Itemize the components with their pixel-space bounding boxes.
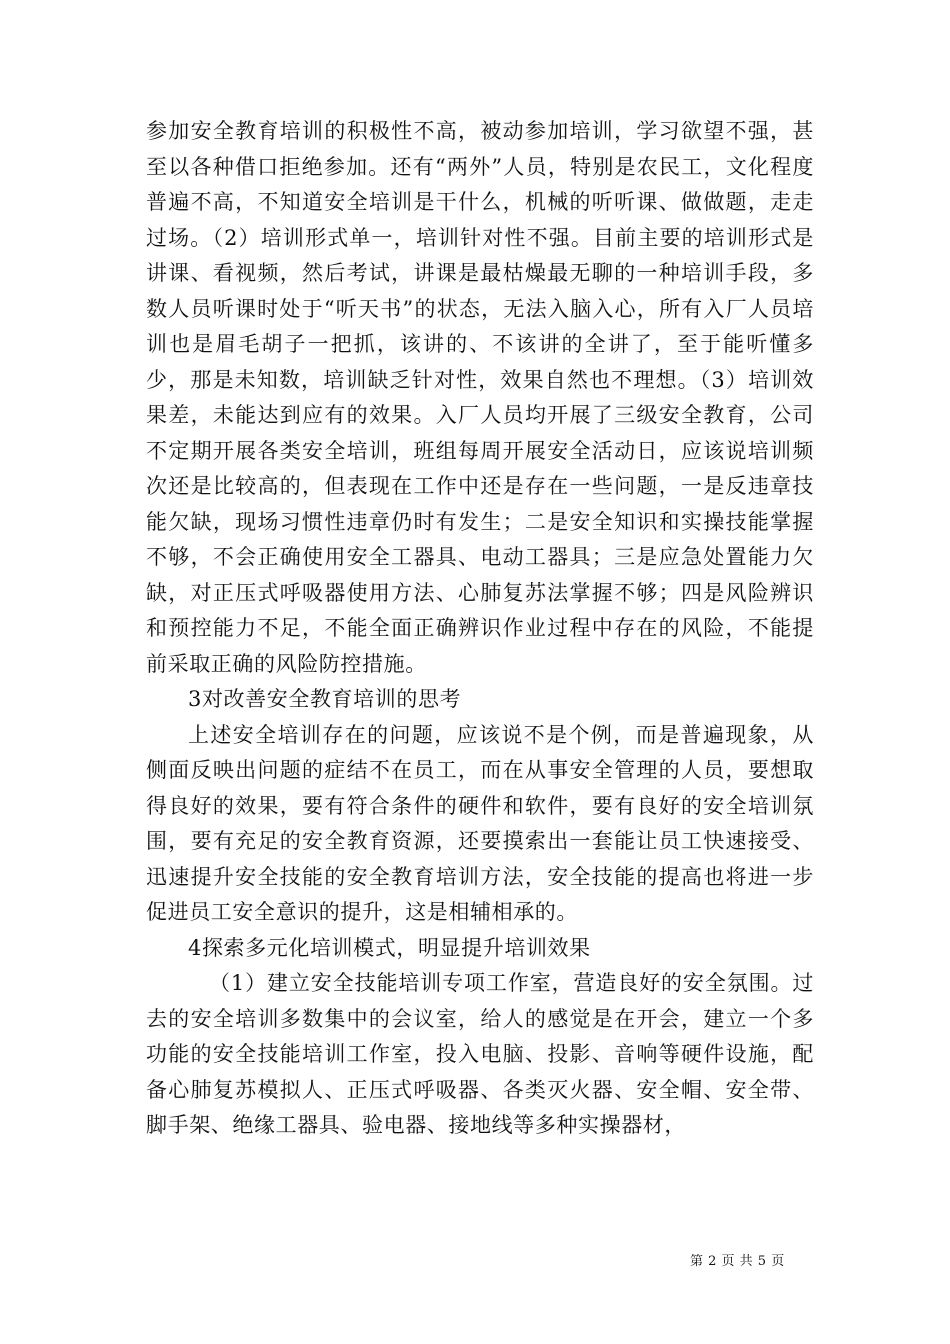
document-body xyxy=(146,114,814,1144)
paragraph-training-problems: 参加安全教育培训的积极性不高，被动参加培训，学习欲望不强，甚至以各种借口拒绝参加。还有“两外”人员，特别是农民工，文化程度普遍不高，不知道安全培训是干什么，机械的听听课、做做题，走走过场。（2）培训形式单一，培训针对性不强。目前主要的培训形式是讲课、看视频，然后考试，讲课是最枯燥最无聊的一种培训手段，多数人员听课时处于“听天书”的状态，无法入脑入心，所有入厂人员培训也是眉毛胡子一把抓，该讲的、不该讲的全讲了，至于能听懂多少，那是未知数，培训缺乏针对性，效果自然也不理想。（3）培训效果差，未能达到应有的效果。入厂人员均开展了三级安全教育，公司不定期开展各类安全培训，班组每周开展安全活动日，应该说培训频次还是比较高的，但表现在工作中还是存在一些问题，一是反违章技能欠缺，现场习惯性违章仍时有发生；二是安全知识和实操技能掌握不够，不会正确使用安全工器具、电动工器具；三是应急处置能力欠缺，对正压式呼吸器使用方法、心肺复苏法掌握不够；四是风险辨识和预控能力不足，不能全面正确辨识作业过程中存在的风险，不能提前采取正确的风险防控措施。 xyxy=(146,119,814,676)
paragraph-training-studio: （1）建立安全技能培训专项工作室，营造良好的安全氛围。过去的安全培训多数集中的会议室，给人的感觉是在开会，建立一个多功能的安全技能培训工作室，投入电脑、投影、音响等硬件设施，配备心肺复苏模拟人、正压式呼吸器、各类灭火器、安全帽、安全带、脚手架、绝缘工器具、验电器、接地线等多种实操器材， xyxy=(146,971,814,1137)
section-heading-3: 3对改善安全教育培训的思考 xyxy=(188,687,462,711)
section-heading-4: 4探索多元化培训模式，明显提升培训效果 xyxy=(188,935,591,960)
paragraph-reflection: 上述安全培训存在的问题，应该说不是个例，而是普遍现象，从侧面反映出问题的症结不在员工，而在从事安全管理的人员，要想取得良好的效果，要有符合条件的硬件和软件，要有良好的安全培训氛围，要有充足的安全教育资源，还要摸索出一套能让员工快速接受、迅速提升安全技能的安全教育培训方法，安全技能的提高也将进一步促进员工安全意识的提升，这是相辅相承的。 xyxy=(146,722,814,924)
page-number-footer: 第 2 页 共 5 页 xyxy=(690,1254,785,1269)
